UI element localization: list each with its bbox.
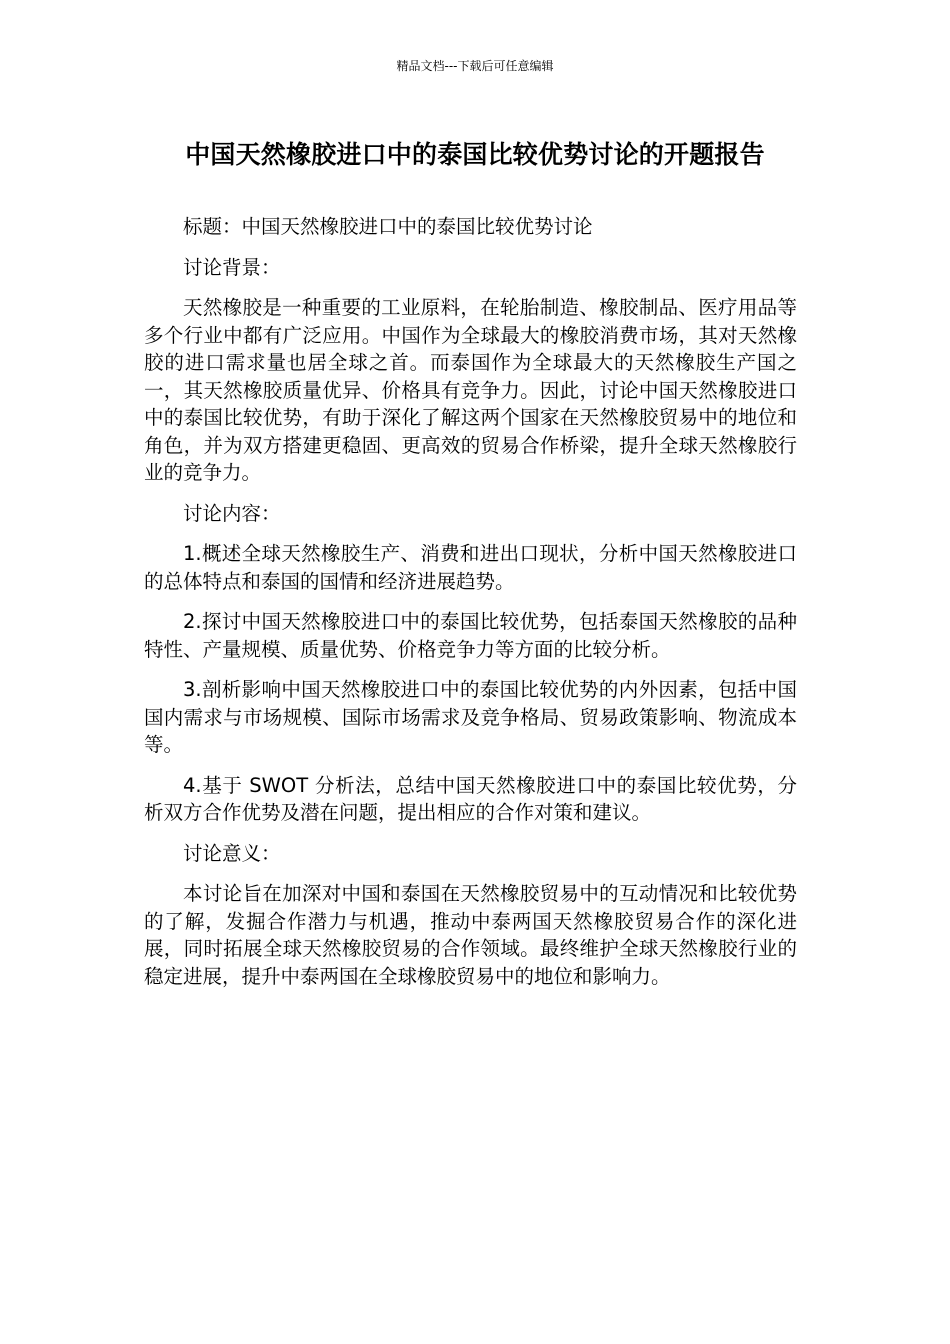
heading-content: 讨论内容：: [183, 501, 281, 525]
list-item-2: 2.探讨中国天然橡胶进口中的泰国比较优势，包括泰国天然橡胶的品种特性、产量规模、质量优势、价格竞争力等方面的比较分析。: [144, 610, 797, 661]
heading-significance: 讨论意义：: [183, 841, 281, 865]
list-item-4: 4.基于 SWOT 分析法，总结中国天然橡胶进口中的泰国比较优势，分析双方合作优势及潜在问题，提出相应的合作对策和建议。: [144, 773, 797, 824]
heading-background: 讨论背景：: [183, 255, 281, 279]
document-title: 中国天然橡胶进口中的泰国比较优势讨论的开题报告: [185, 140, 765, 169]
list-item-1: 1.概述全球天然橡胶生产、消费和进出口现状，分析中国天然橡胶进口的总体特点和泰国的国情和经济进展趋势。: [144, 542, 797, 593]
header-note: 精品文档---下载后可任意编辑: [396, 59, 554, 73]
paragraph-background: 天然橡胶是一种重要的工业原料，在轮胎制造、橡胶制品、医疗用品等多个行业中都有广泛应用。中国作为全球最大的橡胶消费市场，其对天然橡胶的进口需求量也居全球之首。而泰国作为全球最大的天然橡胶生产国之一，其天然橡胶质量优异、价格具有竞争力。因此，讨论中国天然橡胶进口中的泰国比较优势，有助于深化了解这两个国家在天然橡胶贸易中的地位和角色，并为双方搭建更稳固、更高效的贸易合作桥梁，提升全球天然橡胶行业的竞争力。: [144, 296, 797, 484]
paragraph-subject: 标题：中国天然橡胶进口中的泰国比较优势讨论: [183, 215, 593, 238]
paragraph-significance: 本讨论旨在加深对中国和泰国在天然橡胶贸易中的互动情况和比较优势的了解，发掘合作潜力与机遇，推动中泰两国天然橡胶贸易合作的深化进展，同时拓展全球天然橡胶贸易的合作领域。最终维护全球天然橡胶行业的稳定进展，提升中泰两国在全球橡胶贸易中的地位和影响力。: [144, 882, 797, 988]
document-body: [144, 213, 797, 990]
list-item-3: 3.剖析影响中国天然橡胶进口中的泰国比较优势的内外因素，包括中国国内需求与市场规模、国际市场需求及竞争格局、贸易政策影响、物流成本等。: [144, 678, 797, 756]
